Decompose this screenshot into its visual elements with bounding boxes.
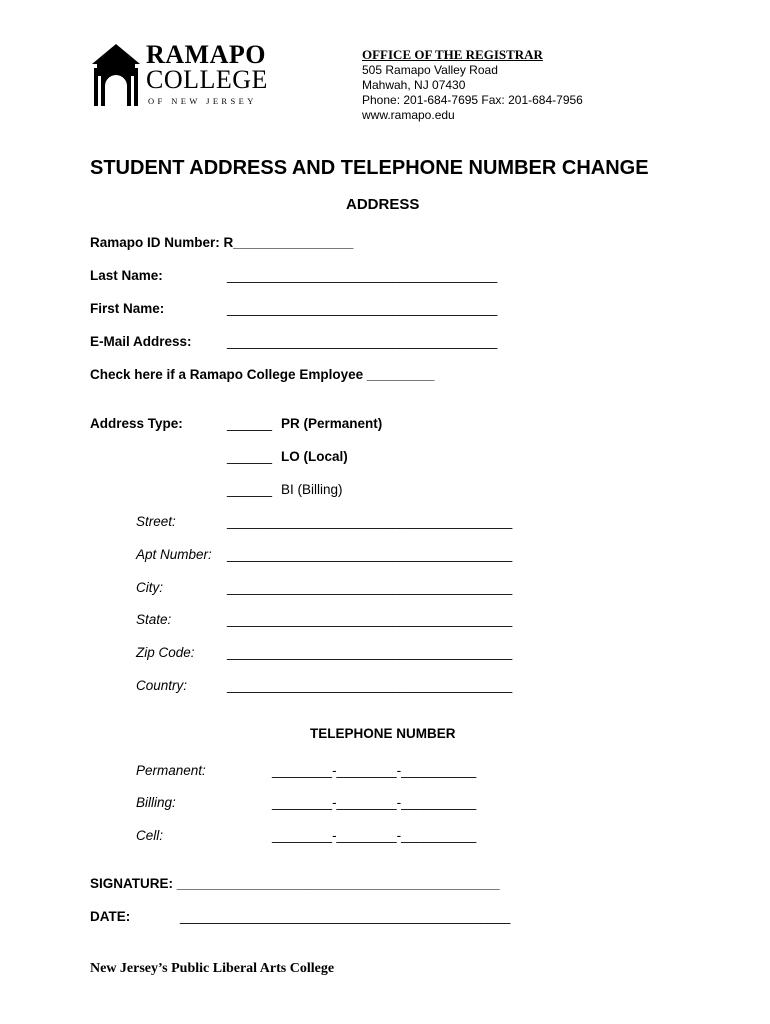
apt-number-label: Apt Number: <box>136 547 212 562</box>
billing-phone-label: Billing: <box>136 795 176 810</box>
state-field[interactable]: ______________________________________ <box>227 612 513 627</box>
first-name-field[interactable]: ____________________________________ <box>227 301 498 316</box>
street-label: Street: <box>136 514 176 529</box>
logo-text-ramapo: RAMAPO <box>146 40 266 69</box>
date-label: DATE: <box>90 909 131 924</box>
address-type-bi-label: BI (Billing) <box>281 482 343 497</box>
address-type-lo-blank[interactable]: ______ <box>227 449 273 464</box>
employee-checkbox-field[interactable]: Check here if a Ramapo College Employee _________ <box>90 367 435 382</box>
id-number-field[interactable]: Ramapo ID Number: R________________ <box>90 235 354 250</box>
email-label: E-Mail Address: <box>90 334 192 349</box>
address-type-bi-blank[interactable]: ______ <box>227 482 273 497</box>
registrar-website: www.ramapo.edu <box>362 108 455 122</box>
zip-code-label: Zip Code: <box>136 645 195 660</box>
street-field[interactable]: ______________________________________ <box>227 514 513 529</box>
cell-phone-field[interactable]: ________-________-__________ <box>272 828 477 843</box>
date-field[interactable]: ____________________________________________ <box>180 909 511 924</box>
last-name-label: Last Name: <box>90 268 163 283</box>
cell-phone-label: Cell: <box>136 828 164 843</box>
zip-code-field[interactable]: ______________________________________ <box>227 645 513 660</box>
signature-field[interactable]: SIGNATURE: ___________________________________________ <box>90 876 500 891</box>
billing-phone-field[interactable]: ________-________-__________ <box>272 795 477 810</box>
archway-icon <box>90 44 142 106</box>
country-field[interactable]: ______________________________________ <box>227 678 513 693</box>
footer-tagline: New Jersey’s Public Liberal Arts College <box>90 961 335 976</box>
last-name-field[interactable]: ____________________________________ <box>227 268 498 283</box>
logo-text-new-jersey: OF NEW JERSEY <box>148 96 257 106</box>
address-type-pr-label: PR (Permanent) <box>281 416 383 431</box>
registrar-street: 505 Ramapo Valley Road <box>362 63 498 77</box>
address-type-pr-blank[interactable]: ______ <box>227 416 273 431</box>
logo-text-college: COLLEGE <box>146 65 268 94</box>
registrar-city: Mahwah, NJ 07430 <box>362 78 466 92</box>
country-label: Country: <box>136 678 188 693</box>
permanent-phone-label: Permanent: <box>136 763 206 778</box>
telephone-heading: TELEPHONE NUMBER <box>310 726 456 741</box>
address-type-label: Address Type: <box>90 416 183 431</box>
registrar-title: OFFICE OF THE REGISTRAR <box>362 47 543 62</box>
address-heading: ADDRESS <box>346 196 420 213</box>
address-type-lo-label: LO (Local) <box>281 449 348 464</box>
college-logo <box>90 40 268 108</box>
email-field[interactable]: ____________________________________ <box>227 334 498 349</box>
apt-number-field[interactable]: ______________________________________ <box>227 547 513 562</box>
state-label: State: <box>136 612 172 627</box>
first-name-label: First Name: <box>90 301 165 316</box>
city-label: City: <box>136 580 163 595</box>
page-title: STUDENT ADDRESS AND TELEPHONE NUMBER CHANGE <box>90 157 649 179</box>
city-field[interactable]: ______________________________________ <box>227 580 513 595</box>
permanent-phone-field[interactable]: ________-________-__________ <box>272 763 477 778</box>
registrar-phone: Phone: 201-684-7695 Fax: 201-684-7956 <box>362 93 583 107</box>
